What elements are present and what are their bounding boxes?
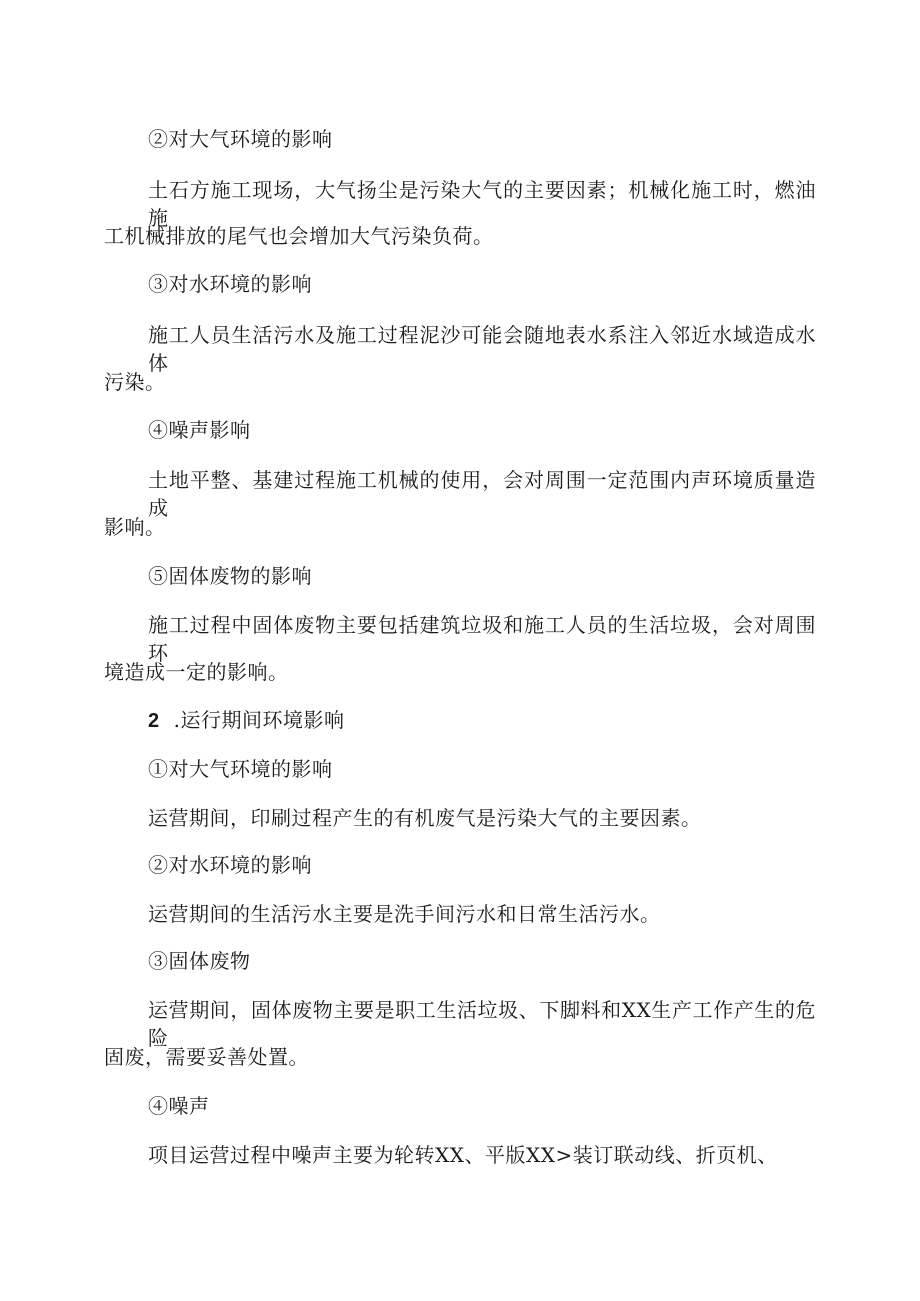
paragraph-line: 境造成一定的影响。 [104, 660, 289, 684]
section-title: .运行期间环境影响 [173, 708, 345, 732]
heading-noise-operation: ④噪声 [148, 1094, 210, 1118]
paragraph-line: 施工人员生活污水及施工过程泥沙可能会随地表水系注入邻近水域造成水体 [148, 323, 816, 375]
paragraph-line: 运营期间，固体废物主要是职工生活垃圾、下脚料和XX生产工作产生的危险 [148, 998, 816, 1050]
paragraph-line: 运营期间，印刷过程产生的有机废气是污染大气的主要因素。 [148, 806, 702, 830]
paragraph-line: 固废，需要妥善处置。 [104, 1045, 309, 1069]
section-number: 2 [148, 710, 160, 732]
heading-solid-waste-construction: ⑤固体废物的影响 [148, 564, 312, 588]
heading-water-impact-construction: ③对水环境的影响 [148, 272, 312, 296]
paragraph-line: 运营期间的生活污水主要是洗手间污水和日常生活污水。 [148, 902, 661, 926]
paragraph-line: 影响。 [104, 515, 166, 539]
paragraph-line: 项目运营过程中噪声主要为轮转XX、平版XX>装订联动线、折页机、 [148, 1143, 778, 1167]
heading-air-impact-operation: ①对大气环境的影响 [148, 757, 333, 781]
paragraph-line: 污染。 [104, 370, 166, 394]
paragraph-line: 土地平整、基建过程施工机械的使用，会对周围一定范围内声环境质量造成 [148, 468, 816, 520]
heading-solid-waste-operation: ③固体废物 [148, 949, 251, 973]
heading-noise-impact-construction: ④噪声影响 [148, 418, 251, 442]
paragraph-line: 土石方施工现场，大气扬尘是污染大气的主要因素；机械化施工时，燃油施 [148, 178, 816, 230]
paragraph-line: 工机械排放的尾气也会增加大气污染负荷。 [104, 224, 494, 248]
heading-air-impact-construction: ②对大气环境的影响 [148, 127, 333, 151]
paragraph-line: 施工过程中固体废物主要包括建筑垃圾和施工人员的生活垃圾，会对周围环 [148, 613, 816, 665]
heading-water-impact-operation: ②对水环境的影响 [148, 853, 312, 877]
section-heading-operation [148, 706, 344, 735]
